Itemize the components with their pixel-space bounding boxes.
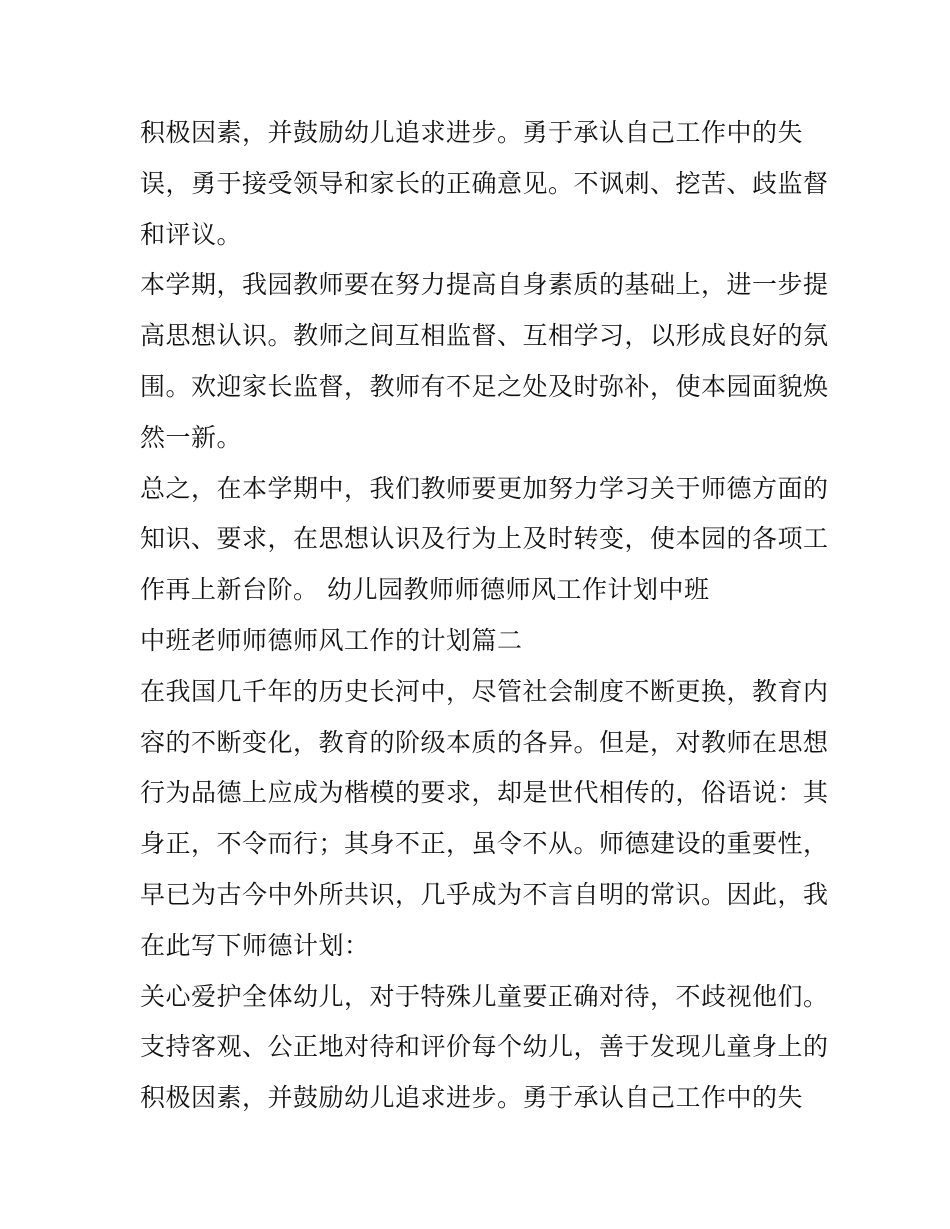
section-title: 中班老师师德师风工作的计划篇二	[140, 625, 523, 655]
text-line: 积极因素，并鼓励幼儿追求进步。勇于承认自己工作中的失	[140, 118, 804, 147]
text-line: 总之，在本学期中，我们教师要更加努力学习关于师德方面的	[140, 473, 829, 503]
text-line: 知识、要求，在思想认识及行为上及时转变，使本园的各项工	[140, 524, 829, 554]
document-body	[140, 108, 829, 1124]
text-line: 行为品德上应成为楷模的要求，却是世代相传的，俗语说：其	[140, 778, 829, 808]
text-line: 在我国几千年的历史长河中，尽管社会制度不断更换，教育内	[140, 676, 829, 706]
text-line: 和评议。	[140, 219, 243, 249]
text-line: 误，勇于接受领导和家长的正确意见。不讽刺、挖苦、歧监督	[140, 168, 829, 198]
text-line: 然一新。	[140, 422, 243, 452]
text-line: 本学期，我园教师要在努力提高自身素质的基础上，进一步提	[140, 270, 829, 300]
text-line: 身正，不令而行；其身不正，虽令不从。师德建设的重要性，	[140, 829, 829, 859]
text-line: 在此写下师德计划：	[140, 930, 370, 960]
text-line: 积极因素，并鼓励幼儿追求进步。勇于承认自己工作中的失	[140, 1083, 804, 1113]
text-line: 容的不断变化，教育的阶级本质的各异。但是，对教师在思想	[140, 727, 829, 757]
text-line: 高思想认识。教师之间互相监督、互相学习，以形成良好的氛	[140, 321, 829, 351]
text-line: 围。欢迎家长监督，教师有不足之处及时弥补，使本园面貌焕	[140, 371, 829, 401]
text-line: 支持客观、公正地对待和评价每个幼儿，善于发现儿童身上的	[140, 1032, 829, 1062]
text-line: 早已为古今中外所共识，几乎成为不言自明的常识。因此，我	[140, 879, 829, 909]
text-line: 作再上新台阶。 幼儿园教师师德师风工作计划中班	[140, 575, 710, 605]
text-line: 关心爱护全体幼儿，对于特殊儿童要正确对待，不歧视他们。	[140, 981, 829, 1011]
